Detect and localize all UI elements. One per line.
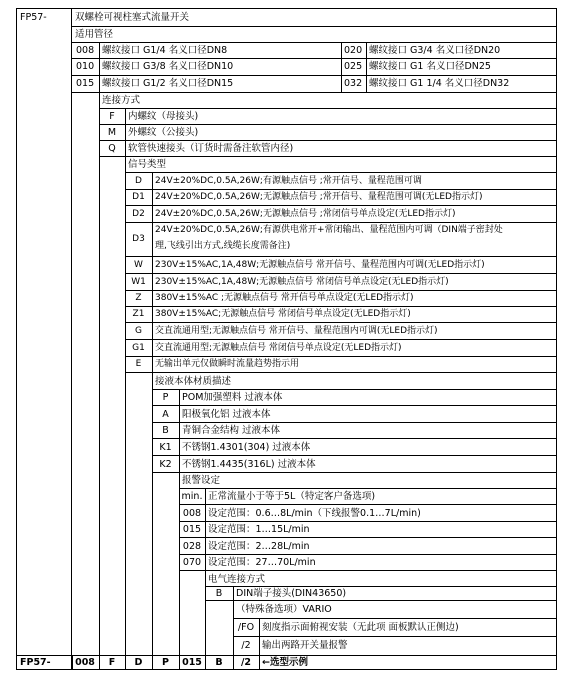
alarm-text: 设定范围：27…70L/min — [208, 557, 316, 568]
signal-code: D1 — [132, 192, 145, 202]
electrical-option-code: /FO — [237, 622, 255, 633]
signal-text-cont: 理,飞线引出方式,线缆长度需备注) — [155, 241, 291, 251]
alarm-text: 正常流量小于等于5L（特定客户备选项) — [208, 491, 376, 502]
alarm-text: 设定范围：1…15L/min — [208, 524, 310, 535]
signal-text: 380V±15%AC ;无源触点信号 常开信号单点设定(无LED指示灯) — [155, 293, 414, 303]
signal-text: 24V±20%DC,0.5A,26W;无源触点信号 ;常闭信号单点设定(无LED指示灯) — [155, 209, 456, 219]
signal-code: G — [135, 326, 142, 336]
connection-text: 软管快速接头（订货时需备注软管内径) — [128, 143, 294, 154]
example-code: D — [134, 657, 143, 668]
alarm-code: 028 — [182, 541, 202, 552]
pipe-text: 螺纹接口 G1/2 名义口径DN15 — [102, 78, 234, 89]
signal-text: 交直流通用型;无源触点信号 常闭信号单点设定(无LED指示灯) — [155, 343, 402, 353]
material-code: A — [162, 409, 169, 420]
alarm-code: 070 — [182, 557, 202, 568]
material-code: K2 — [159, 459, 172, 470]
signal-code: Z — [135, 293, 142, 303]
signal-text: 24V±20%DC,0.5A,26W;有源触点信号 ;常开信号、量程范围可调 — [155, 176, 422, 186]
connection-code: M — [107, 127, 117, 138]
alarm-code: 008 — [182, 508, 202, 519]
electrical-heading: 电气连接方式 — [208, 574, 266, 585]
header-code: FP57- — [20, 12, 47, 23]
connection-heading: 连接方式 — [102, 95, 141, 106]
pipe-text: 螺纹接口 G3/8 名义口径DN10 — [102, 61, 234, 72]
signal-code: D — [135, 176, 142, 186]
material-text: 不锈钢1.4435(316L) 过液本体 — [182, 459, 316, 470]
pipe-text: 螺纹接口 G3/4 名义口径DN20 — [369, 45, 501, 56]
pipe-text: 螺纹接口 G1 名义口径DN25 — [369, 61, 491, 72]
signal-code: E — [135, 359, 142, 369]
example-code: P — [162, 657, 169, 668]
header-title: 双螺栓可视柱塞式流量开关 — [75, 12, 190, 23]
connection-text: 内螺纹（母接头) — [128, 111, 199, 122]
pipe-text: 螺纹接口 G1 1/4 名义口径DN32 — [369, 78, 510, 89]
signal-text: 230V±15%AC,1A,48W;无源触点信号 常开信号、量程范围内可调(无LED指示灯) — [155, 260, 485, 270]
pipe-code: 008 — [76, 45, 95, 56]
material-code: K1 — [159, 442, 172, 453]
example-code: 015 — [182, 657, 202, 668]
alarm-text: 设定范围：2…28L/min — [208, 541, 310, 552]
material-text: 青铜合金结构 过液本体 — [182, 425, 281, 436]
electrical-code: B — [215, 588, 223, 599]
material-code: P — [162, 392, 169, 403]
material-code: B — [162, 425, 169, 436]
alarm-text: 设定范围：0.6…8L/min（下线报警0.1…7L/min) — [208, 508, 421, 519]
pipe-code: 020 — [344, 45, 363, 56]
example-label: ←选型示例 — [262, 657, 308, 668]
signal-code: D2 — [132, 209, 145, 219]
signal-text: 24V±20%DC,0.5A,26W;无源触点信号 ;常开信号、量程范围可调(无LED指示灯) — [155, 192, 483, 202]
electrical-option-text: 输出两路开关量报警 — [262, 640, 348, 651]
signal-text: 230V±15%AC,1A,48W;无源触点信号 常闭信号单点设定(无LED指示灯) — [155, 277, 449, 287]
signal-text: 380V±15%AC;无源触点信号 常闭信号单点设定(无LED指示灯) — [155, 309, 411, 319]
example-code: 008 — [75, 657, 95, 668]
signal-code: Z1 — [132, 309, 145, 319]
connection-code: Q — [108, 143, 116, 154]
signal-text: 24V±20%DC,0.5A,26W;有源供电常开+常闭输出、量程范围内可调（DIN端子密封处 — [155, 225, 503, 235]
example-code: FP57- — [20, 657, 51, 668]
pipe-code: 010 — [76, 61, 95, 72]
pipe-code: 032 — [344, 78, 363, 89]
alarm-heading: 报警设定 — [182, 475, 221, 486]
electrical-option-text: 刻度指示面俯视安装（无此项 面板默认正侧边) — [262, 622, 459, 633]
electrical-text: DIN端子接头(DIN43650) — [236, 588, 347, 599]
example-code: /2 — [240, 657, 252, 668]
material-heading: 接液本体材质描述 — [155, 376, 232, 387]
connection-text: 外螺纹（公接头) — [128, 127, 199, 138]
example-code: B — [215, 657, 223, 668]
pipe-code: 025 — [344, 61, 363, 72]
signal-text: 交直流通用型;无源触点信号 常开信号、量程范围内可调(无LED指示灯) — [155, 326, 438, 336]
alarm-code: min. — [181, 491, 203, 502]
material-text: 阳极氧化铝 过液本体 — [182, 409, 271, 420]
signal-code: W — [134, 260, 143, 270]
alarm-code: 015 — [182, 524, 202, 535]
example-code: F — [108, 657, 116, 668]
material-text: 不锈钢1.4301(304) 过液本体 — [182, 442, 311, 453]
pipe-code: 015 — [76, 78, 95, 89]
electrical-special: （特殊备选项）VARIO — [236, 604, 332, 615]
signal-heading: 信号类型 — [128, 159, 167, 170]
signal-text: 无输出单元仅做瞬时流量趋势指示用 — [155, 359, 300, 369]
electrical-option-code: /2 — [241, 640, 251, 651]
pipe-size-heading: 适用管径 — [75, 29, 114, 40]
material-text: POM加强塑料 过液本体 — [182, 392, 283, 403]
pipe-text: 螺纹接口 G1/4 名义口径DN8 — [102, 45, 228, 56]
connection-code: F — [109, 111, 115, 122]
signal-code: G1 — [132, 343, 145, 353]
signal-code: D3 — [132, 234, 145, 244]
signal-code: W1 — [131, 277, 146, 287]
